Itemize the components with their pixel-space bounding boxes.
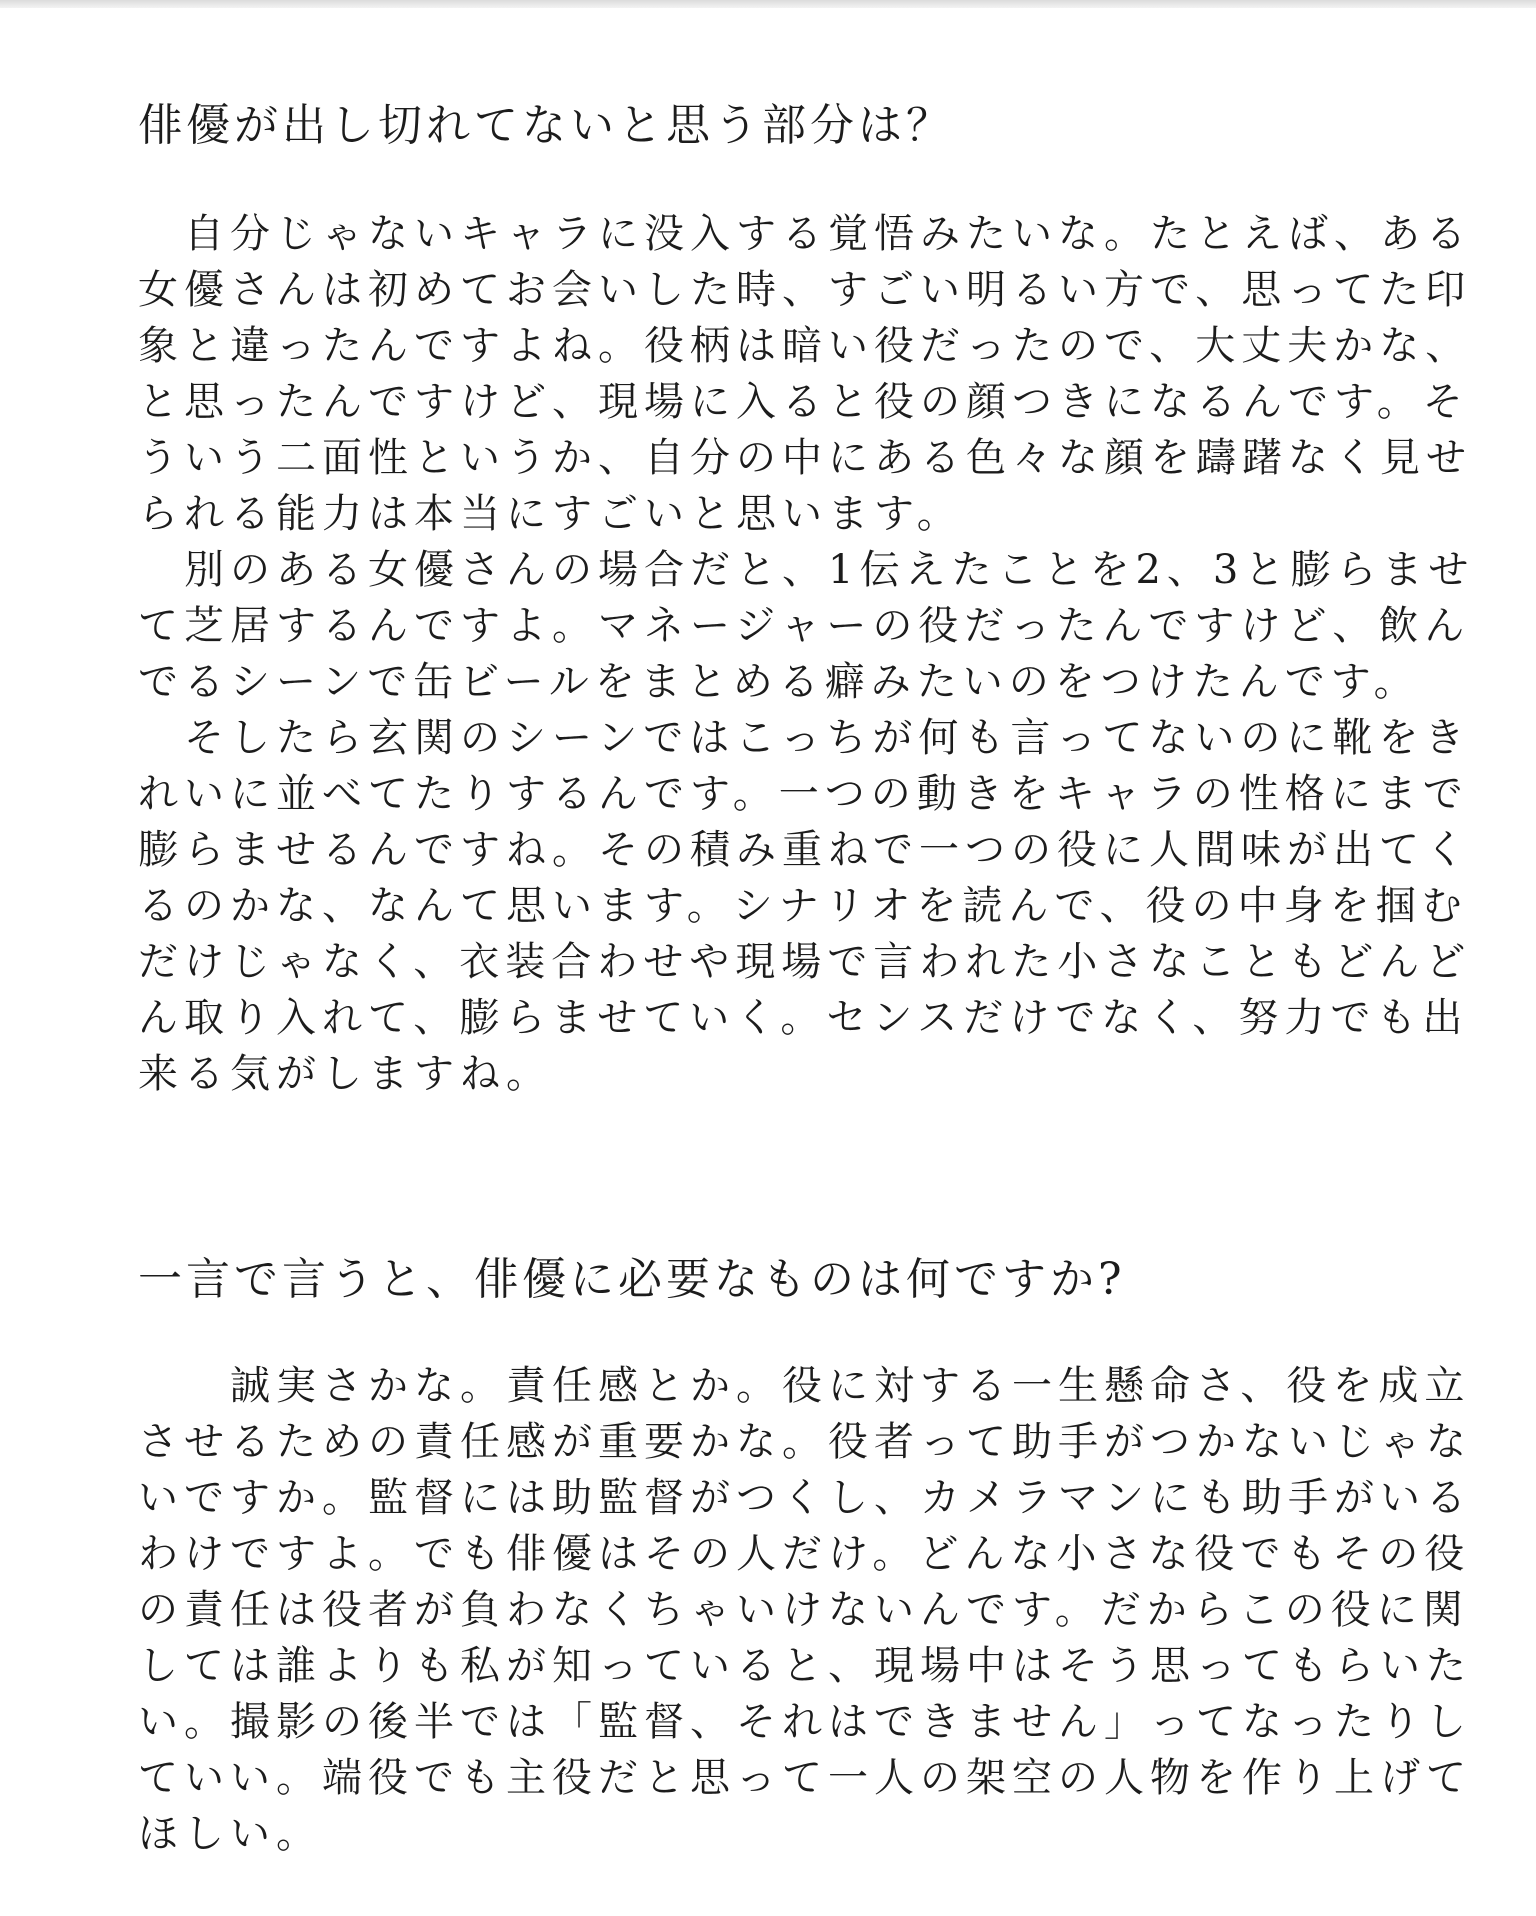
text-line: れいに並べてたりするんです。一つの動きをキャラの性格にまで bbox=[138, 771, 1469, 817]
text-line: るのかな、なんて思います。シナリオを読んで、役の中身を掴む bbox=[138, 883, 1468, 929]
text-line: 自分じゃないキャラに没入する覚悟みたいな。たとえば、ある bbox=[138, 211, 1472, 257]
text-line: 象と違ったんですよね。役柄は暗い役だったので、大丈夫かな、 bbox=[138, 323, 1472, 369]
text-line: だけじゃなく、衣装合わせや現場で言われた小さなこともどんど bbox=[138, 939, 1472, 985]
text-line: られる能力は本当にすごいと思います。 bbox=[138, 491, 963, 537]
question-heading: 俳優が出し切れてないと思う部分は？ bbox=[138, 100, 954, 151]
text-line: させるための責任感が重要かな。役者って助手がつかないじゃな bbox=[138, 1419, 1472, 1465]
text-line: 膨らませるんですね。その積み重ねで一つの役に人間味が出てく bbox=[138, 827, 1471, 873]
text-line: ほしい。 bbox=[138, 1811, 322, 1857]
answer-paragraph bbox=[138, 206, 1475, 1102]
text-line: い。撮影の後半では「監督、それはできません」ってなったりし bbox=[138, 1699, 1472, 1745]
text-line: しては誰よりも私が知っていると、現場中はそう思ってもらいた bbox=[138, 1643, 1472, 1689]
text-line: 女優さんは初めてお会いした時、すごい明るい方で、思ってた印 bbox=[138, 267, 1472, 313]
text-line: わけですよ。でも俳優はその人だけ。どんな小さな役でもその役 bbox=[138, 1531, 1471, 1577]
text-line: て芝居するんですよ。マネージャーの役だったんですけど、飲ん bbox=[138, 603, 1471, 649]
question-heading: 一言で言うと、俳優に必要なものは何ですか? bbox=[138, 1254, 1126, 1305]
text-line: 来る気がしますね。 bbox=[138, 1051, 552, 1097]
text-line: ん取り入れて、膨らませていく。センスだけでなく、努力でも出 bbox=[138, 995, 1469, 1041]
answer-paragraph bbox=[138, 1358, 1472, 1862]
text-line: ういう二面性というか、自分の中にある色々な顔を躊躇なく見せ bbox=[138, 435, 1472, 481]
text-line: いですか。監督には助監督がつくし、カメラマンにも助手がいる bbox=[138, 1475, 1472, 1521]
text-line: の責任は役者が負わなくちゃいけないんです。だからこの役に関 bbox=[138, 1587, 1469, 1633]
qa-section-essentials bbox=[138, 1250, 1472, 1862]
text-line: 誠実さかな。責任感とか。役に対する一生懸命さ、役を成立 bbox=[138, 1363, 1471, 1409]
text-line: ていい。端役でも主役だと思って一人の架空の人物を作り上げて bbox=[138, 1755, 1472, 1801]
text-line: 別のある女優さんの場合だと、1伝えたことを2、3と膨らませ bbox=[138, 547, 1475, 593]
text-line: でるシーンで缶ビールをまとめる癖みたいのをつけたんです。 bbox=[138, 659, 1420, 705]
qa-section-weak-points bbox=[138, 96, 1475, 1102]
text-line: そしたら玄関のシーンではこっちが何も言ってないのに靴をき bbox=[138, 715, 1471, 761]
top-edge-shadow bbox=[0, 0, 1536, 8]
text-line: と思ったんですけど、現場に入ると役の顔つきになるんです。そ bbox=[138, 379, 1469, 425]
